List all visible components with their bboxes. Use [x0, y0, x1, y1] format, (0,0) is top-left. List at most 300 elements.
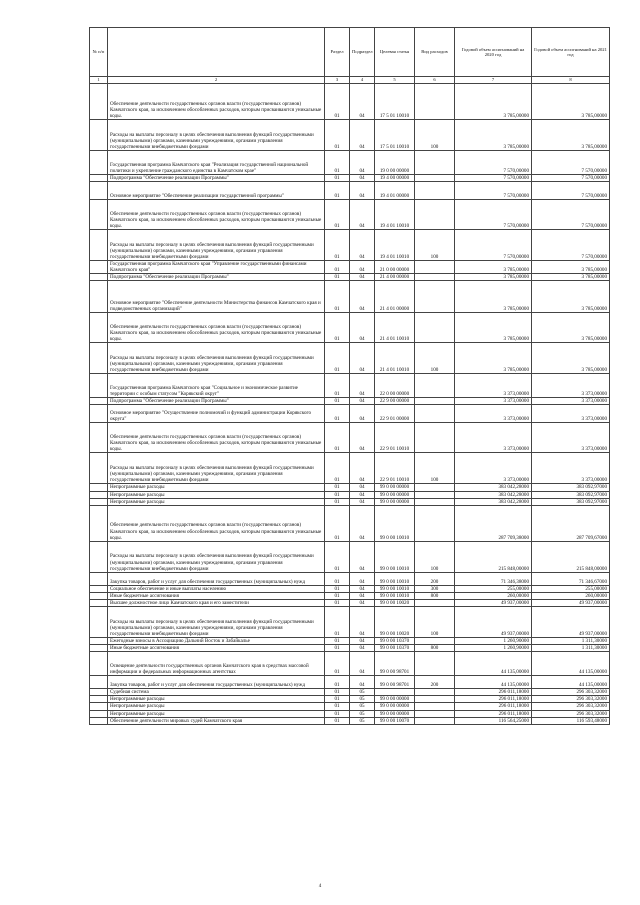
- row-number-cell: [90, 696, 108, 703]
- header-section: Раздел: [325, 28, 350, 77]
- row-subsection-cell: 04: [350, 151, 375, 175]
- row-subsection-cell: 04: [350, 541, 375, 572]
- row-expense-type-cell: 100: [415, 120, 455, 151]
- row-amount-2021-cell: 3 373,00000: [532, 453, 610, 484]
- row-section-cell: 01: [325, 717, 350, 724]
- row-amount-2020-cell: 3 373,00000: [455, 398, 532, 405]
- row-amount-2020-cell: 49 937,00000: [455, 607, 532, 638]
- table-row: [90, 281, 610, 313]
- column-number: 2: [108, 77, 325, 84]
- row-amount-2020-cell: 7 570,00000: [455, 182, 532, 200]
- row-target-article-cell: 19 4 01 00000: [375, 182, 415, 200]
- row-amount-2021-cell: 3 785,00000: [532, 120, 610, 151]
- row-subsection-cell: 04: [350, 374, 375, 398]
- row-amount-2020-cell: 1 260,90000: [455, 645, 532, 652]
- row-number-cell: [90, 313, 108, 343]
- row-name-cell: Высшее должностное лицо Камчатского края и его заместители: [108, 599, 325, 606]
- row-amount-2021-cell: 255,00000: [532, 585, 610, 592]
- row-expense-type-cell: [415, 374, 455, 398]
- row-expense-type-cell: [415, 710, 455, 717]
- row-amount-2021-cell: 383 092,97000: [532, 484, 610, 491]
- row-expense-type-cell: 100: [415, 541, 455, 572]
- row-name-cell: Основное мероприятие "Обеспечение реализации государственной программы": [108, 182, 325, 200]
- row-target-article-cell: 99 0 00 00000: [375, 710, 415, 717]
- row-amount-2021-cell: 3 373,00000: [532, 405, 610, 423]
- row-amount-2021-cell: 296 303,32000: [532, 710, 610, 717]
- row-amount-2021-cell: 383 092,97000: [532, 498, 610, 505]
- row-target-article-cell: 99 0 00 10070: [375, 717, 415, 724]
- row-section-cell: 01: [325, 505, 350, 541]
- row-number-cell: [90, 592, 108, 599]
- table-row: [90, 505, 610, 541]
- header-amount-2021: Годовой объем ассигнований на 2021 год: [532, 28, 610, 77]
- table-row: [90, 696, 610, 703]
- row-target-article-cell: 99 0 00 10010: [375, 505, 415, 541]
- row-target-article-cell: 22 9 01 00000: [375, 405, 415, 423]
- row-target-article-cell: 19 4 01 10010: [375, 200, 415, 230]
- row-section-cell: 01: [325, 200, 350, 230]
- row-name-cell: Расходы на выплаты персоналу в целях обеспечения выполнения функций государственными (муниципальными) органами, казенными учреждениями, органами управления государственными внебюджетными фондами: [108, 230, 325, 261]
- row-section-cell: 01: [325, 638, 350, 645]
- table-row: [90, 541, 610, 572]
- row-subsection-cell: 04: [350, 676, 375, 689]
- row-amount-2020-cell: 1 260,90000: [455, 638, 532, 645]
- row-expense-type-cell: [415, 313, 455, 343]
- row-number-cell: [90, 703, 108, 710]
- row-number-cell: [90, 453, 108, 484]
- row-target-article-cell: 99 0 00 98701: [375, 652, 415, 676]
- column-number: 3: [325, 77, 350, 84]
- row-section-cell: 01: [325, 607, 350, 638]
- row-subsection-cell: 04: [350, 592, 375, 599]
- budget-table-page: [89, 27, 609, 725]
- row-amount-2020-cell: 7 570,00000: [455, 151, 532, 175]
- row-amount-2020-cell: 383 042,28000: [455, 491, 532, 498]
- row-number-cell: [90, 274, 108, 281]
- row-amount-2021-cell: 215 848,00000: [532, 541, 610, 572]
- row-number-cell: [90, 151, 108, 175]
- row-subsection-cell: 04: [350, 200, 375, 230]
- row-name-cell: Расходы на выплаты персоналу в целях обеспечения выполнения функций государственными (муниципальными) органами, казенными учреждениями, органами управления государственными внебюджетными фондами: [108, 453, 325, 484]
- row-number-cell: [90, 200, 108, 230]
- row-section-cell: 01: [325, 710, 350, 717]
- row-subsection-cell: 04: [350, 281, 375, 313]
- row-subsection-cell: 04: [350, 607, 375, 638]
- table-row: [90, 498, 610, 505]
- header-subsection: Подраздел: [350, 28, 375, 77]
- column-number: 1: [90, 77, 108, 84]
- row-name-cell: Обеспечение деятельности государственных органов власти (государственных органов) Камчатского края, за исключением обособленных расходов, которым присваиваются уникальные коды.: [108, 200, 325, 230]
- row-amount-2021-cell: 49 937,00000: [532, 599, 610, 606]
- column-number: 4: [350, 77, 375, 84]
- column-number: 6: [415, 77, 455, 84]
- row-amount-2021-cell: 7 570,00000: [532, 230, 610, 261]
- row-subsection-cell: 04: [350, 423, 375, 453]
- table-row: [90, 676, 610, 689]
- row-section-cell: 01: [325, 491, 350, 498]
- column-number: 8: [532, 77, 610, 84]
- table-row: [90, 274, 610, 281]
- row-number-cell: [90, 652, 108, 676]
- row-name-cell: Непрограммные расходы: [108, 710, 325, 717]
- row-amount-2021-cell: 3 785,00000: [532, 274, 610, 281]
- row-expense-type-cell: [415, 200, 455, 230]
- row-target-article-cell: 99 0 00 10020: [375, 607, 415, 638]
- row-expense-type-cell: [415, 281, 455, 313]
- row-name-cell: Иные бюджетные ассигнования: [108, 592, 325, 599]
- row-number-cell: [90, 498, 108, 505]
- row-amount-2021-cell: 296 303,32000: [532, 696, 610, 703]
- row-target-article-cell: 99 0 00 10010: [375, 585, 415, 592]
- row-section-cell: 01: [325, 423, 350, 453]
- row-target-article-cell: 99 0 00 00000: [375, 491, 415, 498]
- row-subsection-cell: 04: [350, 652, 375, 676]
- table-row: [90, 717, 610, 724]
- row-name-cell: Освещение деятельности государственных органов Камчатского края в средствах массовой информации и федеральных информационных агентствах: [108, 652, 325, 676]
- row-name-cell: Подпрограмма "Обеспечение реализации Программы": [108, 398, 325, 405]
- table-row: [90, 423, 610, 453]
- table-row: [90, 84, 610, 120]
- row-amount-2021-cell: 7 570,00000: [532, 175, 610, 182]
- row-amount-2020-cell: 3 785,00000: [455, 313, 532, 343]
- row-amount-2021-cell: 49 937,00000: [532, 607, 610, 638]
- row-target-article-cell: 21 4 01 00000: [375, 281, 415, 313]
- row-subsection-cell: 04: [350, 638, 375, 645]
- row-name-cell: Основное мероприятие "Осуществление полномочий и функций администрации Корякского округа": [108, 405, 325, 423]
- row-section-cell: 01: [325, 175, 350, 182]
- row-amount-2021-cell: 3 785,00000: [532, 84, 610, 120]
- row-amount-2021-cell: 287 709,67000: [532, 505, 610, 541]
- row-expense-type-cell: [415, 689, 455, 696]
- row-name-cell: Государственная программа Камчатского края "Управление государственными финансами Камчатского края": [108, 261, 325, 274]
- row-section-cell: 01: [325, 343, 350, 374]
- row-target-article-cell: 99 0 00 00000: [375, 484, 415, 491]
- row-amount-2021-cell: 44 135,00000: [532, 676, 610, 689]
- table-row: [90, 405, 610, 423]
- row-name-cell: Обеспечение деятельности мировых судей Камчатского края: [108, 717, 325, 724]
- row-amount-2020-cell: 3 373,00000: [455, 453, 532, 484]
- row-section-cell: 01: [325, 182, 350, 200]
- row-subsection-cell: 04: [350, 398, 375, 405]
- row-expense-type-cell: [415, 505, 455, 541]
- row-target-article-cell: 99 0 00 00000: [375, 498, 415, 505]
- row-target-article-cell: 99 0 00 10020: [375, 599, 415, 606]
- row-amount-2020-cell: 49 937,00000: [455, 599, 532, 606]
- row-subsection-cell: 05: [350, 710, 375, 717]
- row-amount-2021-cell: 44 135,00000: [532, 652, 610, 676]
- row-name-cell: Расходы на выплаты персоналу в целях обеспечения выполнения функций государственными (муниципальными) органами, казенными учреждениями, органами управления государственными внебюджетными фондами: [108, 120, 325, 151]
- row-subsection-cell: 04: [350, 645, 375, 652]
- table-row: [90, 151, 610, 175]
- row-subsection-cell: 04: [350, 484, 375, 491]
- row-expense-type-cell: [415, 491, 455, 498]
- row-amount-2020-cell: 383 042,28000: [455, 484, 532, 491]
- table-row: [90, 120, 610, 151]
- row-number-cell: [90, 505, 108, 541]
- row-subsection-cell: 04: [350, 572, 375, 585]
- row-subsection-cell: 04: [350, 230, 375, 261]
- table-row: [90, 182, 610, 200]
- row-target-article-cell: 21 4 00 00000: [375, 274, 415, 281]
- row-amount-2021-cell: 3 785,00000: [532, 261, 610, 274]
- row-expense-type-cell: [415, 498, 455, 505]
- row-name-cell: Судебная система: [108, 689, 325, 696]
- table-row: [90, 638, 610, 645]
- row-name-cell: Расходы на выплаты персоналу в целях обеспечения выполнения функций государственными (муниципальными) органами, казенными учреждениями, органами управления государственными внебюджетными фондами: [108, 607, 325, 638]
- row-amount-2021-cell: 71 346,67000: [532, 572, 610, 585]
- row-number-cell: [90, 398, 108, 405]
- row-amount-2021-cell: 7 570,00000: [532, 182, 610, 200]
- row-expense-type-cell: [415, 717, 455, 724]
- row-amount-2020-cell: 3 373,00000: [455, 423, 532, 453]
- row-section-cell: 01: [325, 645, 350, 652]
- row-expense-type-cell: [415, 599, 455, 606]
- row-amount-2020-cell: 260,00000: [455, 592, 532, 599]
- row-expense-type-cell: 800: [415, 592, 455, 599]
- row-amount-2020-cell: 296 011,18000: [455, 703, 532, 710]
- row-subsection-cell: 04: [350, 599, 375, 606]
- row-section-cell: 01: [325, 676, 350, 689]
- row-section-cell: 01: [325, 398, 350, 405]
- row-amount-2020-cell: 287 709,38000: [455, 505, 532, 541]
- row-expense-type-cell: [415, 405, 455, 423]
- row-subsection-cell: 04: [350, 261, 375, 274]
- row-name-cell: Обеспечение деятельности государственных органов власти (государственных органов) Камчатского края, за исключением обособленных расходов, которым присваиваются уникальные коды.: [108, 505, 325, 541]
- row-section-cell: 01: [325, 281, 350, 313]
- table-row: [90, 652, 610, 676]
- row-amount-2020-cell: 7 570,00000: [455, 230, 532, 261]
- table-row: [90, 484, 610, 491]
- row-number-cell: [90, 374, 108, 398]
- row-target-article-cell: 22 9 01 10010: [375, 423, 415, 453]
- row-amount-2020-cell: 3 785,00000: [455, 274, 532, 281]
- row-name-cell: Непрограммные расходы: [108, 484, 325, 491]
- header-name: [108, 28, 325, 77]
- table-row: [90, 710, 610, 717]
- row-subsection-cell: 04: [350, 84, 375, 120]
- column-number-row: [90, 77, 610, 84]
- row-amount-2021-cell: 3 373,00000: [532, 423, 610, 453]
- row-amount-2020-cell: 296 011,18000: [455, 710, 532, 717]
- row-amount-2020-cell: 3 785,00000: [455, 120, 532, 151]
- row-amount-2021-cell: 260,00000: [532, 592, 610, 599]
- row-expense-type-cell: [415, 274, 455, 281]
- table-row: [90, 374, 610, 398]
- table-row: [90, 592, 610, 599]
- column-number: 7: [455, 77, 532, 84]
- row-expense-type-cell: [415, 175, 455, 182]
- row-target-article-cell: 99 0 00 00000: [375, 696, 415, 703]
- row-expense-type-cell: [415, 151, 455, 175]
- row-number-cell: [90, 261, 108, 274]
- row-expense-type-cell: [415, 261, 455, 274]
- row-amount-2020-cell: 383 042,28000: [455, 498, 532, 505]
- row-name-cell: Подпрограмма "Обеспечение реализации Программы": [108, 175, 325, 182]
- row-number-cell: [90, 710, 108, 717]
- row-section-cell: 01: [325, 151, 350, 175]
- row-name-cell: Обеспечение деятельности государственных органов власти (государственных органов) Камчатского края, за исключением обособленных расходов, которым присваиваются уникальные коды.: [108, 84, 325, 120]
- row-expense-type-cell: [415, 652, 455, 676]
- row-number-cell: [90, 281, 108, 313]
- row-number-cell: [90, 343, 108, 374]
- row-amount-2020-cell: 3 785,00000: [455, 261, 532, 274]
- row-number-cell: [90, 572, 108, 585]
- row-subsection-cell: 04: [350, 498, 375, 505]
- row-name-cell: Расходы на выплаты персоналу в целях обеспечения выполнения функций государственными (муниципальными) органами, казенными учреждениями, органами управления государственными внебюджетными фондами: [108, 541, 325, 572]
- table-row: [90, 453, 610, 484]
- row-name-cell: Закупка товаров, работ и услуг для обеспечения государственных (муниципальных) нужд: [108, 676, 325, 689]
- row-amount-2020-cell: 3 373,00000: [455, 405, 532, 423]
- row-section-cell: 01: [325, 541, 350, 572]
- row-amount-2021-cell: 3 785,00000: [532, 313, 610, 343]
- row-name-cell: Расходы на выплаты персоналу в целях обеспечения выполнения функций государственными (муниципальными) органами, казенными учреждениями, органами управления государственными внебюджетными фондами: [108, 343, 325, 374]
- row-subsection-cell: 04: [350, 182, 375, 200]
- table-row: [90, 572, 610, 585]
- row-name-cell: Ежегодные взносы в Ассоциацию Дальний Восток и Забайкалье: [108, 638, 325, 645]
- row-amount-2020-cell: 215 848,00000: [455, 541, 532, 572]
- row-expense-type-cell: [415, 696, 455, 703]
- row-number-cell: [90, 717, 108, 724]
- row-number-cell: [90, 120, 108, 151]
- row-number-cell: [90, 638, 108, 645]
- row-subsection-cell: 04: [350, 585, 375, 592]
- row-expense-type-cell: [415, 703, 455, 710]
- row-amount-2021-cell: 7 570,00000: [532, 151, 610, 175]
- row-subsection-cell: 04: [350, 491, 375, 498]
- table-header-row: [90, 28, 610, 77]
- row-section-cell: 01: [325, 313, 350, 343]
- row-amount-2020-cell: 44 135,00000: [455, 652, 532, 676]
- row-target-article-cell: 99 0 00 10010: [375, 572, 415, 585]
- row-section-cell: 01: [325, 230, 350, 261]
- table-row: [90, 343, 610, 374]
- row-number-cell: [90, 645, 108, 652]
- row-target-article-cell: 22 0 00 00000: [375, 374, 415, 398]
- row-section-cell: 01: [325, 498, 350, 505]
- table-row: [90, 599, 610, 606]
- row-subsection-cell: 04: [350, 405, 375, 423]
- row-target-article-cell: 99 0 00 10370: [375, 645, 415, 652]
- header-target-article: Целевая статья: [375, 28, 415, 77]
- row-target-article-cell: 22 9 00 00000: [375, 398, 415, 405]
- row-number-cell: [90, 182, 108, 200]
- row-amount-2020-cell: 296 011,18000: [455, 689, 532, 696]
- row-number-cell: [90, 484, 108, 491]
- row-expense-type-cell: 100: [415, 453, 455, 484]
- table-row: [90, 398, 610, 405]
- row-subsection-cell: 05: [350, 689, 375, 696]
- row-section-cell: 01: [325, 484, 350, 491]
- row-amount-2020-cell: 3 785,00000: [455, 281, 532, 313]
- row-subsection-cell: 04: [350, 274, 375, 281]
- table-row: [90, 200, 610, 230]
- row-subsection-cell: 05: [350, 703, 375, 710]
- row-expense-type-cell: [415, 182, 455, 200]
- row-number-cell: [90, 84, 108, 120]
- row-expense-type-cell: [415, 423, 455, 453]
- row-name-cell: Государственная программа Камчатского края "Реализация государственной национальной политики и укрепление гражданского единства в Камчатском крае": [108, 151, 325, 175]
- row-number-cell: [90, 585, 108, 592]
- row-amount-2020-cell: 255,00000: [455, 585, 532, 592]
- row-section-cell: 01: [325, 703, 350, 710]
- header-expense-type: Вид расходов: [415, 28, 455, 77]
- row-section-cell: 01: [325, 374, 350, 398]
- row-target-article-cell: 19 4 00 00000: [375, 175, 415, 182]
- row-expense-type-cell: 100: [415, 607, 455, 638]
- row-expense-type-cell: 200: [415, 676, 455, 689]
- row-name-cell: Социальное обеспечение и иные выплаты населению: [108, 585, 325, 592]
- column-number: 5: [375, 77, 415, 84]
- row-amount-2020-cell: 116 564,25000: [455, 717, 532, 724]
- row-name-cell: Государственная программа Камчатского края "Социальное и экономическое развитие территории с особым статусом "Корякский округ": [108, 374, 325, 398]
- header-amount-2020: Годовой объем ассигнований на 2020 год: [455, 28, 532, 77]
- row-section-cell: 01: [325, 696, 350, 703]
- row-target-article-cell: 22 9 01 10010: [375, 453, 415, 484]
- row-name-cell: Иные бюджетные ассигнования: [108, 645, 325, 652]
- table-row: [90, 585, 610, 592]
- table-row: [90, 645, 610, 652]
- row-section-cell: 01: [325, 274, 350, 281]
- row-subsection-cell: 04: [350, 120, 375, 151]
- row-number-cell: [90, 689, 108, 696]
- row-amount-2021-cell: 383 092,97000: [532, 491, 610, 498]
- table-body: [90, 84, 610, 725]
- row-section-cell: 01: [325, 652, 350, 676]
- row-number-cell: [90, 423, 108, 453]
- row-number-cell: [90, 175, 108, 182]
- row-amount-2020-cell: 7 570,00000: [455, 175, 532, 182]
- row-section-cell: 01: [325, 585, 350, 592]
- row-subsection-cell: 05: [350, 717, 375, 724]
- row-amount-2021-cell: 3 373,00000: [532, 374, 610, 398]
- row-amount-2021-cell: 3 785,00000: [532, 281, 610, 313]
- row-amount-2021-cell: 7 570,00000: [532, 200, 610, 230]
- row-target-article-cell: 99 0 00 10010: [375, 541, 415, 572]
- row-target-article-cell: 19 0 00 00000: [375, 151, 415, 175]
- row-amount-2021-cell: 296 303,32000: [532, 689, 610, 696]
- row-amount-2020-cell: 44 135,00000: [455, 676, 532, 689]
- row-amount-2021-cell: 3 785,00000: [532, 343, 610, 374]
- row-amount-2020-cell: 71 346,38000: [455, 572, 532, 585]
- row-name-cell: Непрограммные расходы: [108, 491, 325, 498]
- table-row: [90, 491, 610, 498]
- row-number-cell: [90, 676, 108, 689]
- table-row: [90, 230, 610, 261]
- row-number-cell: [90, 607, 108, 638]
- row-section-cell: 01: [325, 453, 350, 484]
- row-target-article-cell: 99 0 00 00000: [375, 703, 415, 710]
- row-expense-type-cell: 100: [415, 343, 455, 374]
- row-expense-type-cell: 200: [415, 572, 455, 585]
- row-section-cell: 01: [325, 261, 350, 274]
- table-row: [90, 313, 610, 343]
- row-subsection-cell: 04: [350, 343, 375, 374]
- table-row: [90, 175, 610, 182]
- row-expense-type-cell: 800: [415, 645, 455, 652]
- row-subsection-cell: 04: [350, 175, 375, 182]
- row-target-article-cell: 99 0 00 10370: [375, 638, 415, 645]
- page-number: 4: [318, 884, 322, 889]
- row-amount-2021-cell: 1 311,30000: [532, 638, 610, 645]
- row-expense-type-cell: [415, 484, 455, 491]
- row-target-article-cell: 17 5 01 10010: [375, 120, 415, 151]
- row-expense-type-cell: [415, 84, 455, 120]
- row-section-cell: 01: [325, 84, 350, 120]
- row-expense-type-cell: [415, 638, 455, 645]
- row-name-cell: Основное мероприятие "Обеспечение деятельности Министерства финансов Камчатского края и подведомственных организаций": [108, 281, 325, 313]
- row-amount-2020-cell: 3 373,00000: [455, 374, 532, 398]
- row-section-cell: 01: [325, 405, 350, 423]
